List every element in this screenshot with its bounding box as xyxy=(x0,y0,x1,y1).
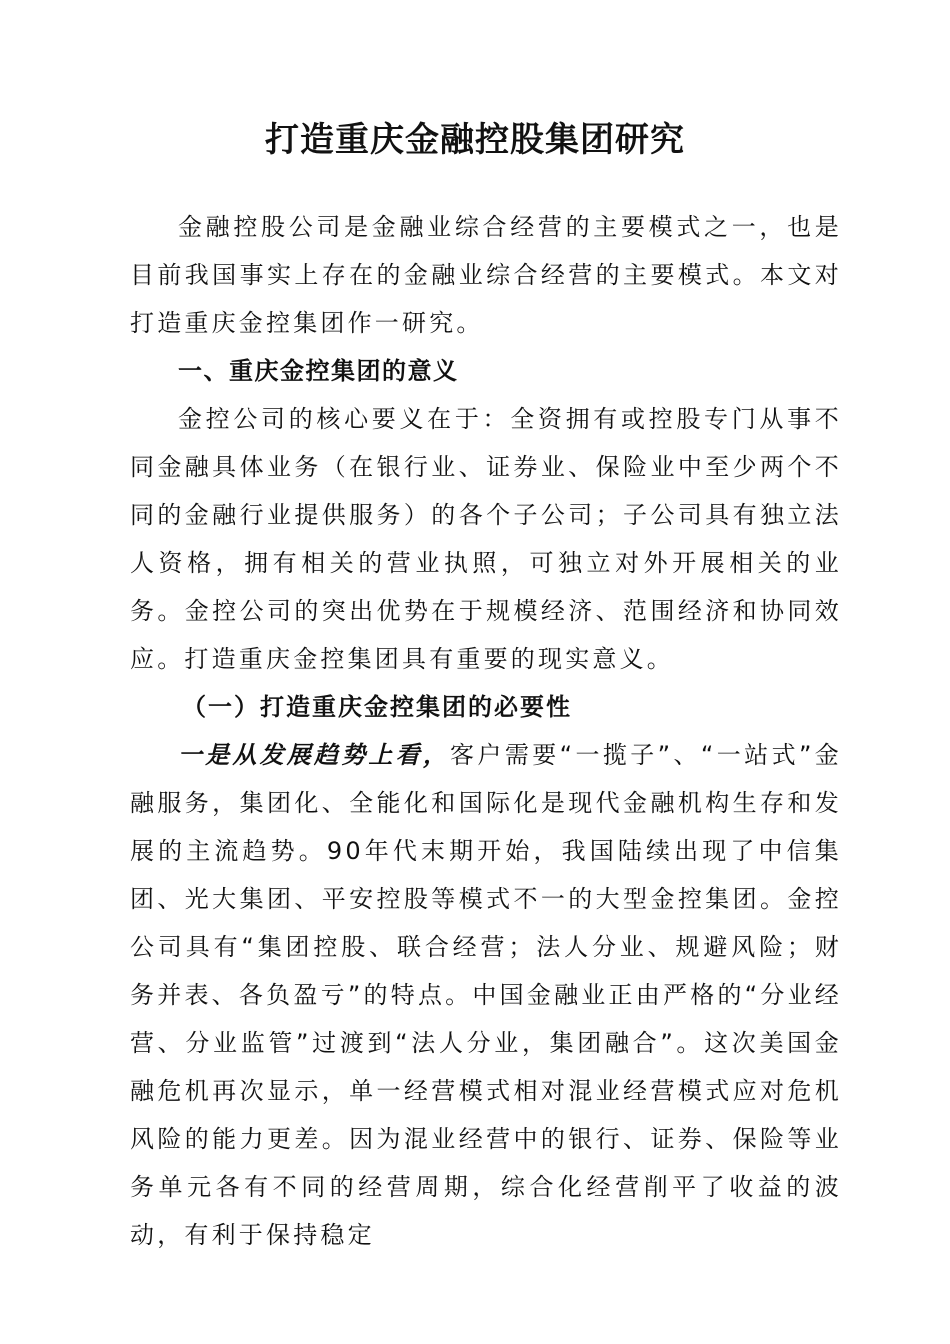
intro-paragraph: 金融控股公司是金融业综合经营的主要模式之一，也是目前我国事实上存在的金融业综合经营的主要模式。本文对打造重庆金控集团作一研究。 xyxy=(130,213,842,337)
point-paragraph xyxy=(130,731,842,1259)
point-lead: 一是从发展趋势上看， xyxy=(178,740,451,769)
document-body xyxy=(130,203,842,1259)
point-text: 客户需要“一揽子”、“一站式”金融服务，集团化、全能化和国际化是现代金融机构生存和发展的主流趋势。90年代末期开始，我国陆续出现了中信集团、光大集团、平安控股等模式不一的大型金控集团。金控公司具有“集团控股、联合经营；法人分业、规避风险；财务并表、各负盈亏”的特点。中国金融业正由严格的“分业经营、分业监管”过渡到“法人分业，集团融合”。这次美国金融危机再次显示，单一经营模式相对混业经营模式应对危机风险的能力更差。因为混业经营中的银行、证券、保险等业务单元各有不同的经营周期，综合化经营削平了收益的波动，有利于保持稳定 xyxy=(130,741,843,1249)
document-title: 打造重庆金融控股集团研究 xyxy=(265,120,685,160)
section-paragraph: 金控公司的核心要义在于：全资拥有或控股专门从事不同金融具体业务（在银行业、证券业、保险业中至少两个不同的金融行业提供服务）的各个子公司；子公司具有独立法人资格，拥有相关的营业执照，可独立对外开展相关的业务。金控公司的突出优势在于规模经济、范围经济和协同效应。打造重庆金控集团具有重要的现实意义。 xyxy=(130,405,842,673)
section-heading: 一、重庆金控集团的意义 xyxy=(178,357,459,385)
subsection-heading: （一）打造重庆金控集团的必要性 xyxy=(182,693,572,721)
